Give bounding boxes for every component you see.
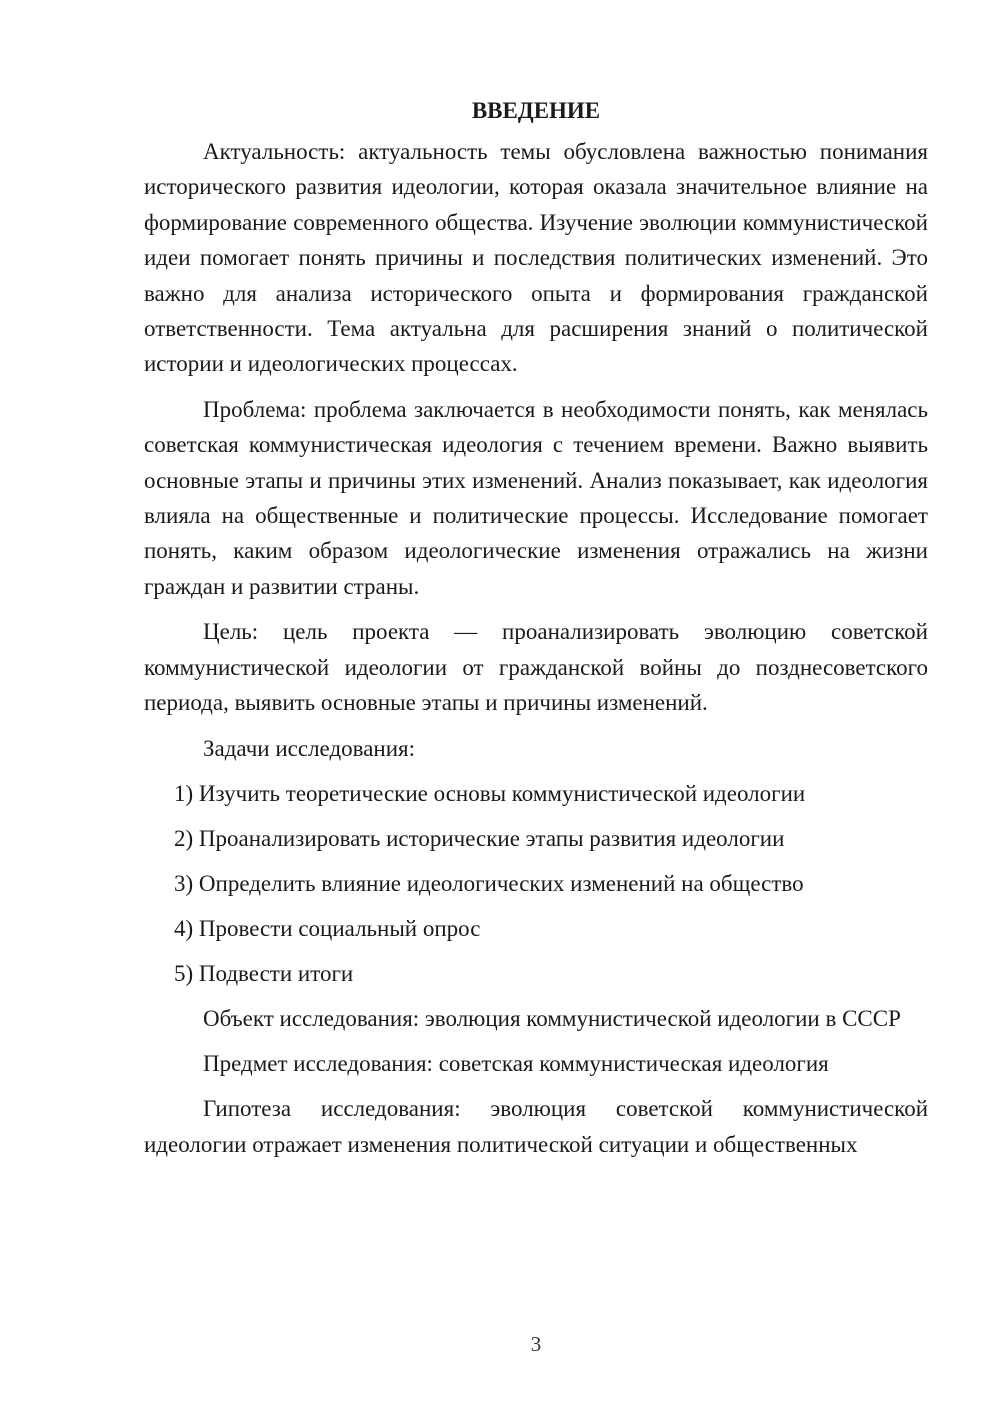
paragraph-problem: Проблема: проблема заключается в необходимости понять, как менялась советская коммунистическая идеология с течением времени. Важно выявить основные этапы и причины этих изменений. Анализ показывает, как идеология влияла на общественные и политические процессы. Исследование помогает понять, каким образом идеологические изменения отражались на жизни граждан и развитии страны. (144, 396, 928, 599)
paragraph-relevance: Актуальность: актуальность темы обусловлена важностью понимания исторического развития идеологии, которая оказала значительное влияние на формирование современного общества. Изучение эволюции коммунистической идеи помогает понять причины и последствия политических изменений. Это важно для анализа исторического опыта и формирования гражданской ответственности. Тема актуальна для расширения знаний о политической истории и идеологических процессах. (144, 139, 928, 377)
task-item: 3) Определить влияние идеологических изменений на общество (174, 870, 804, 896)
task-item: 5) Подвести итоги (174, 960, 354, 986)
paragraph-subject: Предмет исследования: советская коммунистическая идеология (203, 1050, 829, 1076)
task-item: 4) Провести социальный опрос (174, 915, 481, 941)
document-title: ВВЕДЕНИЕ (471, 98, 601, 123)
task-item: 2) Проанализировать исторические этапы развития идеологии (174, 825, 785, 851)
document-page (144, 93, 928, 1172)
tasks-heading: Задачи исследования: (203, 735, 416, 761)
page-number: 3 (530, 1332, 542, 1356)
paragraph-object: Объект исследования: эволюция коммунистической идеологии в СССР (203, 1005, 901, 1031)
task-item: 1) Изучить теоретические основы коммунистической идеологии (174, 780, 806, 806)
paragraph-hypothesis: Гипотеза исследования: эволюция советской коммунистической идеологии отражает изменения политической ситуации и общественных (144, 1096, 928, 1157)
paragraph-goal: Цель: цель проекта — проанализировать эволюцию советской коммунистической идеологии от гражданской войны до позднесоветского периода, выявить основные этапы и причины изменений. (144, 619, 928, 716)
